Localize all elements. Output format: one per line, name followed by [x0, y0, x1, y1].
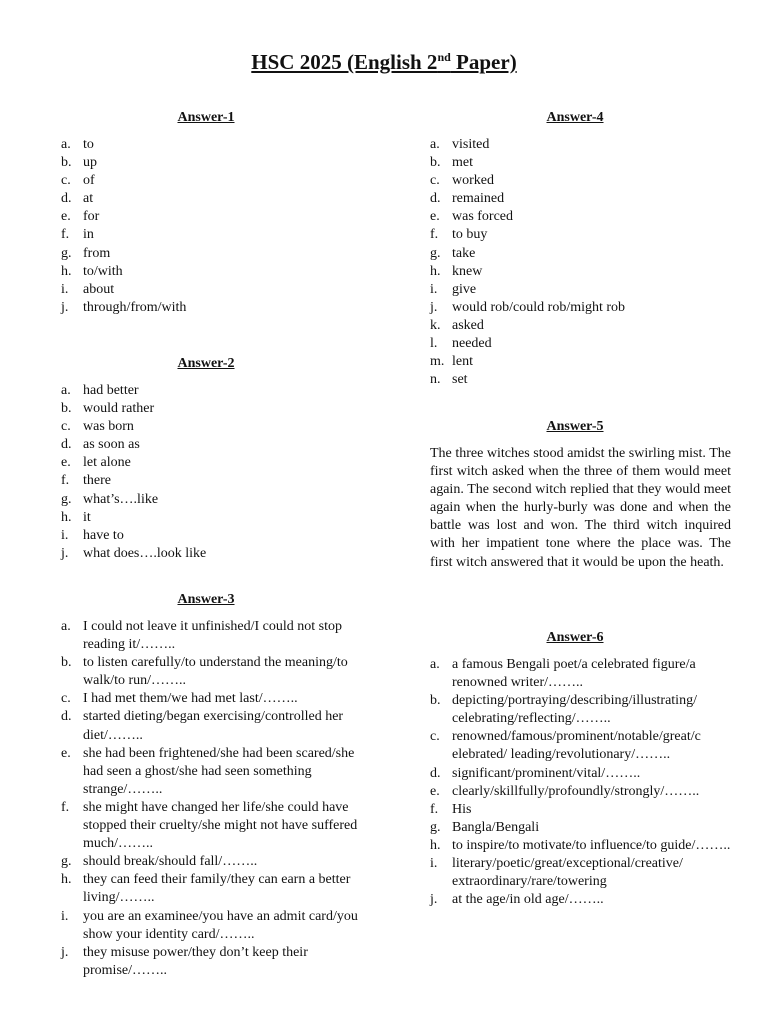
item-text: at — [83, 191, 94, 207]
item-text: should break/should fall/…….. — [83, 854, 258, 870]
item-text: about — [83, 281, 115, 297]
item-text: set — [452, 372, 468, 388]
item-text: knew — [452, 263, 483, 279]
answer-3-list — [50, 618, 362, 980]
item-text: she might have changed her life/she could have stopped their cruelty/she might not have suffered much/…….. — [83, 799, 358, 852]
item-marker: j. — [430, 892, 438, 908]
title-superscript: nd — [437, 50, 451, 64]
page-title — [0, 50, 768, 75]
item-text: through/from/with — [83, 299, 187, 315]
item-marker: h. — [61, 263, 72, 279]
answer-1-section — [50, 109, 362, 317]
item-marker: b. — [61, 401, 72, 417]
item-text: take — [452, 245, 476, 261]
list-item — [419, 172, 731, 190]
item-text: there — [83, 473, 111, 489]
answer-2-heading: Answer-2 — [177, 356, 235, 371]
answer-4-heading: Answer-4 — [546, 110, 604, 125]
answer-5-heading: Answer-5 — [546, 419, 604, 434]
item-marker: b. — [430, 693, 441, 709]
item-marker: f. — [430, 801, 439, 817]
list-item — [419, 801, 731, 819]
title-text-end: Paper) — [450, 50, 517, 74]
list-item — [419, 245, 731, 263]
item-marker: j. — [61, 944, 69, 960]
item-text: it — [83, 509, 91, 525]
list-item — [419, 335, 731, 353]
list-item — [50, 654, 362, 690]
list-item — [50, 226, 362, 244]
answer-3-section — [50, 591, 362, 980]
list-item — [419, 765, 731, 783]
item-text: to/with — [83, 263, 123, 279]
item-marker: g. — [61, 245, 72, 261]
list-item — [419, 281, 731, 299]
item-marker: b. — [61, 655, 72, 671]
item-marker: h. — [61, 509, 72, 525]
item-marker: d. — [61, 437, 72, 453]
item-marker: a. — [430, 137, 440, 152]
item-text: she had been frightened/she had been scared/she had seen a ghost/she had seen something strange/…….. — [83, 745, 355, 797]
item-marker: a. — [430, 657, 440, 672]
item-marker: c. — [430, 173, 440, 189]
item-text: His — [452, 801, 472, 817]
item-text: renowned/famous/prominent/notable/great/c elebrated/ leading/revolutionary/…….. — [452, 729, 701, 763]
item-marker: e. — [61, 455, 71, 471]
item-text: of — [83, 173, 95, 189]
item-marker: g. — [61, 491, 72, 507]
answer-6-section — [419, 629, 731, 909]
item-text: was forced — [452, 209, 514, 225]
item-marker: a. — [61, 137, 71, 152]
list-item — [50, 491, 362, 509]
list-item — [419, 353, 731, 371]
list-item — [50, 745, 362, 799]
list-item — [50, 172, 362, 190]
list-item — [50, 136, 362, 154]
answer-2-section — [50, 355, 362, 563]
list-item — [50, 618, 362, 654]
item-text: would rather — [83, 401, 155, 417]
list-item — [419, 154, 731, 172]
list-item — [419, 317, 731, 335]
item-text: literary/poetic/great/exceptional/creative/ extraordinary/rare/towering — [452, 856, 683, 890]
answer-5-paragraph: The three witches stood amidst the swirling mist. The first witch asked when the three of them would meet again. The second witch replied that they would meet again when the hurly-burly was done and when the battle was lost and won. The third witch inquired with her impatient tone where the place was. The first witch answered that it would be upon the heath. — [430, 446, 731, 570]
item-marker: d. — [430, 765, 441, 781]
list-item — [50, 281, 362, 299]
list-item — [50, 708, 362, 744]
item-text: up — [83, 155, 97, 171]
list-item — [419, 226, 731, 244]
item-marker: b. — [61, 155, 72, 171]
item-text: would rob/could rob/might rob — [452, 299, 626, 315]
list-item — [419, 656, 731, 692]
item-text: I could not leave it unfinished/I could not stop reading it/…….. — [83, 619, 342, 653]
item-text: from — [83, 245, 111, 261]
list-item — [419, 783, 731, 801]
item-text: met — [452, 155, 473, 171]
item-text: to — [83, 137, 94, 152]
list-item — [419, 891, 731, 909]
item-text: worked — [452, 173, 494, 189]
item-marker: j. — [61, 299, 69, 315]
item-marker: b. — [430, 155, 441, 171]
item-text: Bangla/Bengali — [452, 819, 540, 835]
item-marker: i. — [61, 281, 69, 297]
list-item — [419, 208, 731, 226]
list-item — [50, 418, 362, 436]
item-text: remained — [452, 191, 505, 207]
list-item — [50, 853, 362, 871]
answer-1-list — [50, 136, 362, 317]
list-item — [419, 819, 731, 837]
item-marker: c. — [61, 691, 71, 707]
item-marker: e. — [61, 209, 71, 225]
item-text: to listen carefully/to understand the meaning/to walk/to run/…….. — [83, 655, 348, 689]
list-item — [419, 299, 731, 317]
item-marker: i. — [430, 281, 438, 297]
item-text: visited — [452, 137, 490, 152]
item-marker: e. — [430, 209, 440, 225]
item-text: what’s….like — [83, 491, 159, 507]
item-marker: f. — [430, 227, 439, 243]
item-text: a famous Bengali poet/a celebrated figure/a renowned writer/…….. — [452, 657, 696, 691]
item-marker: n. — [430, 372, 441, 388]
item-text: for — [83, 209, 100, 225]
item-text: I had met them/we had met last/…….. — [83, 691, 298, 707]
item-text: significant/prominent/vital/…….. — [452, 765, 641, 781]
item-marker: a. — [61, 619, 71, 634]
item-marker: h. — [430, 837, 441, 853]
answer-5-section — [419, 418, 731, 572]
answer-2-list — [50, 382, 362, 563]
item-text: needed — [452, 336, 492, 352]
item-marker: h. — [430, 263, 441, 279]
answer-1-heading: Answer-1 — [177, 110, 235, 125]
list-item — [50, 263, 362, 281]
list-item — [419, 263, 731, 281]
list-item — [419, 692, 731, 728]
item-marker: j. — [430, 299, 438, 315]
item-marker: g. — [61, 854, 72, 870]
item-marker: i. — [430, 856, 438, 872]
item-marker: i. — [61, 908, 69, 924]
item-marker: i. — [61, 527, 69, 543]
title-text: HSC 2025 (English 2 — [251, 50, 438, 74]
list-item — [50, 472, 362, 490]
item-text: in — [83, 227, 94, 243]
list-item — [50, 154, 362, 172]
item-text: what does….look like — [83, 545, 207, 561]
list-item — [419, 371, 731, 389]
item-marker: h. — [61, 872, 72, 888]
item-marker: k. — [430, 317, 441, 333]
list-item — [50, 871, 362, 907]
item-marker: e. — [430, 783, 440, 799]
item-marker: d. — [61, 191, 72, 207]
item-text: let alone — [83, 455, 131, 471]
item-marker: g. — [430, 819, 441, 835]
item-marker: a. — [61, 383, 71, 398]
list-item — [50, 208, 362, 226]
item-marker: e. — [61, 745, 71, 761]
item-marker: c. — [61, 419, 71, 435]
item-text: had better — [83, 383, 139, 398]
item-marker: f. — [61, 473, 70, 489]
list-item — [50, 245, 362, 263]
list-item — [419, 728, 731, 764]
list-item — [419, 837, 731, 855]
list-item — [50, 299, 362, 317]
item-marker: f. — [61, 227, 70, 243]
item-text: to inspire/to motivate/to influence/to guide/…….. — [452, 837, 731, 853]
list-item — [50, 382, 362, 400]
answer-3-heading: Answer-3 — [177, 592, 235, 607]
item-text: have to — [83, 527, 124, 543]
list-item — [50, 944, 362, 980]
list-item — [419, 190, 731, 208]
list-item — [50, 454, 362, 472]
item-marker: f. — [61, 799, 70, 815]
answer-4-section — [419, 109, 731, 389]
list-item — [419, 136, 731, 154]
item-text: depicting/portraying/describing/illustrating/ celebrating/reflecting/…….. — [452, 693, 697, 727]
item-marker: l. — [430, 336, 438, 352]
item-text: started dieting/began exercising/controlled her diet/…….. — [83, 709, 344, 743]
item-text: to buy — [452, 227, 488, 243]
item-text: you are an examinee/you have an admit card/you show your identity card/…….. — [83, 908, 358, 942]
answer-4-list — [419, 136, 731, 389]
item-text: they can feed their family/they can earn a better living/…….. — [83, 872, 351, 906]
item-text: they misuse power/they don’t keep their promise/…….. — [83, 944, 308, 978]
answer-6-heading: Answer-6 — [546, 630, 604, 645]
item-text: at the age/in old age/…….. — [452, 892, 604, 908]
item-marker: g. — [430, 245, 441, 261]
item-marker: d. — [430, 191, 441, 207]
list-item — [419, 855, 731, 891]
item-text: as soon as — [83, 437, 140, 453]
answer-6-list — [419, 656, 731, 909]
list-item — [50, 799, 362, 853]
item-marker: c. — [430, 729, 440, 745]
item-text: asked — [452, 317, 484, 333]
item-marker: j. — [61, 545, 69, 561]
list-item — [50, 509, 362, 527]
item-text: clearly/skillfully/profoundly/strongly/…….. — [452, 783, 700, 799]
list-item — [50, 908, 362, 944]
item-text: lent — [452, 354, 473, 370]
list-item — [50, 527, 362, 545]
item-marker: c. — [61, 173, 71, 189]
list-item — [50, 545, 362, 563]
list-item — [50, 436, 362, 454]
item-text: was born — [83, 419, 134, 435]
list-item — [50, 400, 362, 418]
item-text: give — [452, 281, 477, 297]
item-marker: d. — [61, 709, 72, 725]
list-item — [50, 690, 362, 708]
list-item — [50, 190, 362, 208]
item-marker: m. — [430, 354, 445, 370]
